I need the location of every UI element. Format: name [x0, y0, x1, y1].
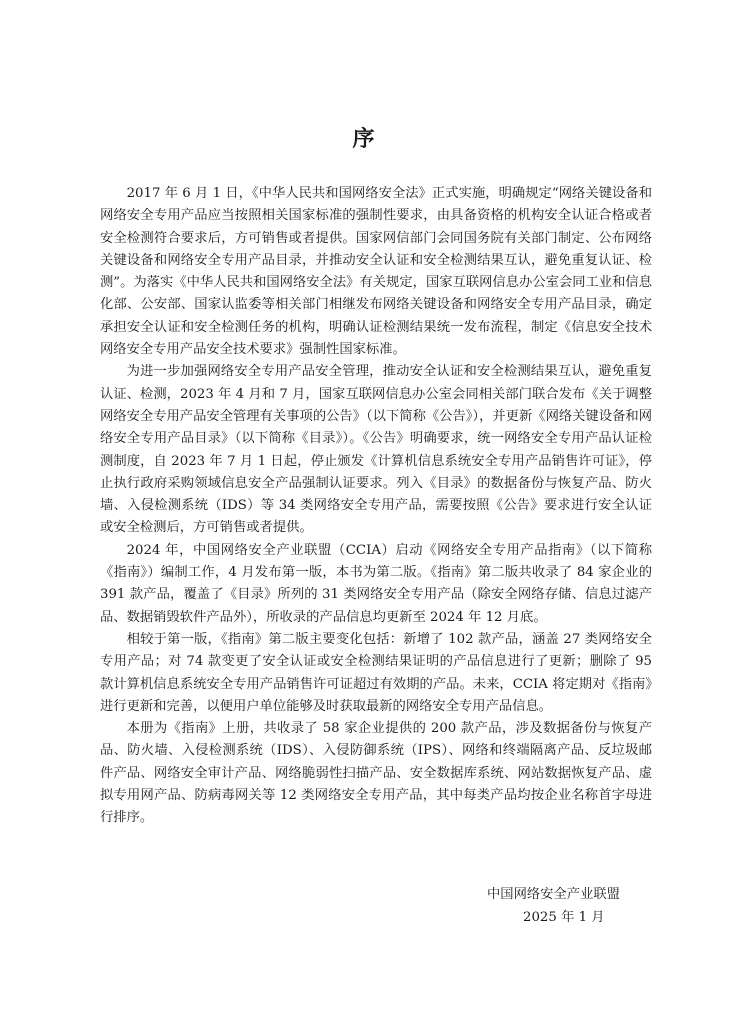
signature-date: 2025 年 1 月: [523, 910, 605, 925]
page-title: 序: [352, 127, 377, 152]
paragraph: 2017 年 6 月 1 日，《中华人民共和国网络安全法》正式实施，明确规定“网络关键设备和网络安全专用产品应当按照相关国家标准的强制性要求，由具备资格的机构安全认证合格或者安全检测符合要求后，方可销售或者提供。国家网信部门会同国务院有关部门制定、公布网络关键设备和网络安全专用产品目录，并推动安全认证和安全检测结果互认，避免重复认证、检测”。为落实《中华人民共和国网络安全法》有关规定，国家互联网信息办公室会同工业和信息化部、公安部、国家认监委等相关部门相继发布网络关键设备和网络安全专用产品目录，确定承担安全认证和安全检测任务的机构，明确认证检测结果统一发布流程，制定《信息安全技术 网络安全专用产品安全技术要求》强制性国家标准。: [100, 186, 652, 358]
paragraph: 为进一步加强网络安全专用产品安全管理，推动安全认证和安全检测结果互认，避免重复认证、检测，2023 年 4 月和 7 月，国家互联网信息办公室会同相关部门联合发布《关于调整网络安全专用产品安全管理有关事项的公告》（以下简称《公告》），并更新《网络关键设备和网络安全专用产品目录》（以下简称《目录》）。《公告》明确要求，统一网络安全专用产品认证检测制度，自 2023 年 7 月 1 日起，停止颁发《计算机信息系统安全专用产品销售许可证》，停止执行政府采购领域信息安全产品强制认证要求。列入《目录》的数据备份与恢复产品、防火墙、入侵检测系统（IDS）等 34 类网络安全专用产品，需要按照《公告》要求进行安全认证或安全检测后，方可销售或者提供。: [100, 364, 652, 536]
paragraph: 2024 年，中国网络安全产业联盟（CCIA）启动《网络安全专用产品指南》（以下简称《指南》）编制工作，4 月发布第一版，本书为第二版。《指南》第二版共收录了 84 家企业的 391 款产品，覆盖了《目录》所列的 31 类网络安全专用产品（除安全网络存储、信息过滤产品、数据销毁软件产品外），所收录的产品信息均更新至 2024 年 12 月底。: [100, 542, 652, 625]
paragraph: 相较于第一版，《指南》第二版主要变化包括：新增了 102 款产品，涵盖 27 类网络安全专用产品；对 74 款变更了安全认证或安全检测结果证明的产品信息进行了更新；删除了 95 款计算机信息系统安全专用产品销售许可证超过有效期的产品。未来，CCIA 将定期对《指南》进行更新和完善，以便用户单位能够及时获取最新的网络安全专用产品信息。: [100, 631, 652, 714]
preface-body: [100, 183, 652, 830]
signature-organization: 中国网络安全产业联盟: [487, 887, 620, 902]
paragraph: 本册为《指南》上册，共收录了 58 家企业提供的 200 款产品，涉及数据备份与恢复产品、防火墙、入侵检测系统（IDS）、入侵防御系统（IPS）、网络和终端隔离产品、反垃圾邮件产品、网络安全审计产品、网络脆弱性扫描产品、安全数据库系统、网站数据恢复产品、虚拟专用网产品、防病毒网关等 12 类网络安全专用产品，其中每类产品均按企业名称首字母进行排序。: [100, 721, 652, 826]
